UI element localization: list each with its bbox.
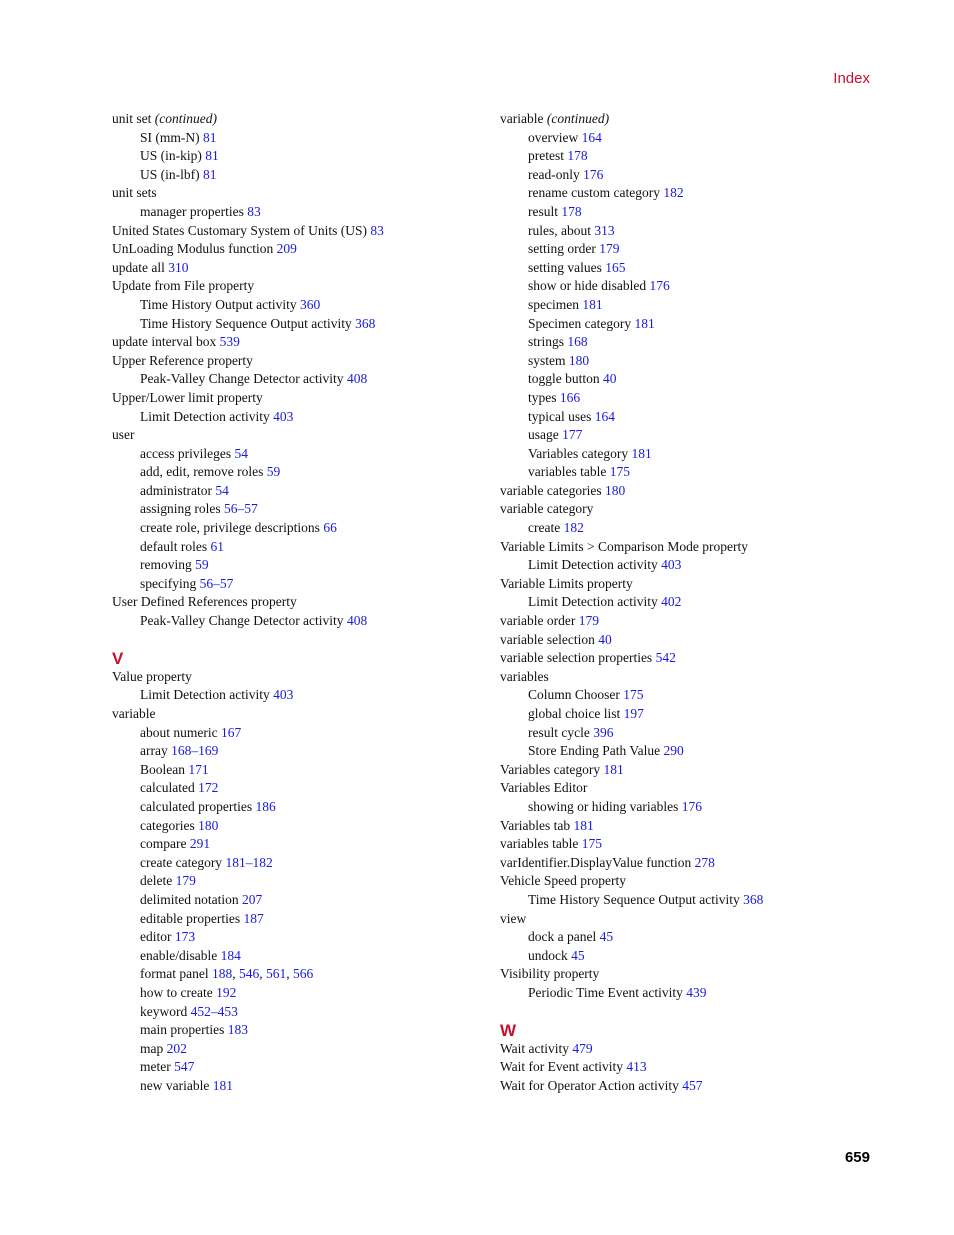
page-link[interactable]: 45 — [571, 947, 585, 963]
page-link[interactable]: 168–169 — [171, 743, 219, 759]
page-link[interactable]: 457 — [682, 1077, 703, 1093]
page-link[interactable]: 59 — [195, 557, 209, 573]
index-term: read-only — [528, 166, 580, 182]
index-subentry — [500, 928, 880, 947]
page-link[interactable]: 452–453 — [190, 1003, 238, 1019]
index-term: setting order — [528, 241, 596, 257]
index-subentry — [500, 333, 880, 352]
page-link[interactable]: 176 — [649, 278, 670, 294]
index-term: variable category — [500, 501, 594, 517]
index-term: undock — [528, 947, 568, 963]
index-term: access privileges — [140, 445, 232, 461]
page-link[interactable]: 310 — [168, 259, 189, 275]
index-subentry — [500, 184, 880, 203]
index-term: variables table — [500, 836, 579, 852]
index-term: Store Ending Path Value — [528, 743, 661, 759]
index-term: Wait for Event activity — [500, 1059, 623, 1075]
index-subentry — [500, 315, 880, 334]
index-entry — [500, 779, 880, 798]
index-term: Time History Output activity — [140, 296, 297, 312]
index-entry — [112, 277, 472, 296]
index-subentry — [500, 277, 880, 296]
page-link[interactable]: 368 — [743, 891, 764, 907]
page-link[interactable]: 313 — [594, 222, 615, 238]
page-link[interactable]: 207 — [241, 891, 263, 907]
page-link[interactable]: 360 — [300, 296, 321, 312]
page-link[interactable]: 177 — [562, 427, 583, 443]
page-link[interactable]: 413 — [626, 1059, 647, 1075]
index-subentry — [112, 500, 472, 519]
page-link[interactable]: 180 — [568, 352, 590, 368]
index-term: rules, about — [528, 222, 591, 238]
index-term: Variables category — [500, 761, 601, 777]
index-term: US (in-kip) — [140, 148, 202, 164]
index-entry — [112, 259, 472, 278]
index-term: manager properties — [140, 203, 244, 219]
index-term: US (in-lbf) — [140, 166, 200, 182]
index-term: Peak-Valley Change Detector activity — [140, 371, 344, 387]
index-subentry — [500, 203, 880, 222]
index-term: Value property — [112, 668, 192, 684]
index-entry — [112, 426, 472, 445]
index-subentry — [500, 166, 880, 185]
index-subentry — [500, 891, 880, 910]
index-subentry — [112, 445, 472, 464]
page-link[interactable]: 176 — [681, 798, 702, 814]
index-term: Wait activity — [500, 1040, 570, 1056]
page-link[interactable]: 40 — [603, 371, 617, 387]
index-subentry — [500, 705, 880, 724]
page-link[interactable]: 40 — [598, 631, 612, 647]
index-term: Visibility property — [500, 966, 600, 982]
page-link[interactable]: 181 — [573, 817, 594, 833]
index-subentry — [500, 296, 880, 315]
index-subentry — [500, 593, 880, 612]
index-subentry: format panel 188, 546, 561, 566 — [140, 966, 314, 982]
page-link[interactable]: 547 — [174, 1059, 195, 1075]
index-term: Limit Detection activity — [528, 594, 658, 610]
page-link[interactable]: 179 — [599, 241, 620, 257]
page-link[interactable]: 209 — [276, 241, 297, 257]
page-link[interactable]: 173 — [174, 929, 196, 945]
index-term: result — [528, 203, 558, 219]
index-term: United States Customary System of Units (US) — [112, 222, 367, 238]
page-link[interactable]: 180 — [604, 482, 626, 498]
index-term: variable — [500, 111, 544, 126]
index-subentry — [112, 1021, 472, 1040]
index-subentry — [112, 408, 472, 427]
page-link[interactable]: 402 — [661, 594, 682, 610]
page-link[interactable]: 187 — [243, 910, 264, 926]
index-column-right — [500, 110, 880, 1095]
section-letter: W — [500, 1020, 517, 1040]
index-entry — [112, 352, 472, 371]
index-subentry — [500, 370, 880, 389]
index-term: SI (mm-N) — [140, 129, 200, 145]
page-link[interactable]: 183 — [227, 1022, 248, 1038]
continued-label: (continued) — [546, 111, 610, 126]
index-term: array — [140, 743, 168, 759]
index-subentry — [112, 1003, 472, 1022]
index-term: create category — [140, 854, 223, 870]
index-entry — [112, 333, 472, 352]
index-subentry — [500, 408, 880, 427]
index-subentry — [500, 724, 880, 743]
index-entry — [500, 612, 880, 631]
index-entry — [500, 872, 880, 891]
page-link[interactable]: 561 — [265, 966, 287, 982]
index-term: default roles — [140, 538, 208, 554]
page-link[interactable]: 368 — [355, 315, 376, 331]
index-entry — [500, 538, 880, 557]
running-header: Index — [833, 70, 870, 87]
index-term: Variables tab — [500, 817, 571, 833]
page-link[interactable]: 175 — [581, 836, 602, 852]
index-term: Variables category — [528, 445, 629, 461]
index-term: global choice list — [528, 706, 621, 721]
index-term: format panel — [140, 966, 209, 982]
page-link[interactable]: 396 — [593, 724, 614, 740]
index-entry — [112, 240, 472, 259]
index-term: variables table — [528, 464, 607, 480]
index-subentry — [112, 724, 472, 743]
index-subentry — [112, 129, 472, 148]
index-term: delimited notation — [140, 891, 239, 907]
index-entry — [112, 389, 472, 408]
page-link[interactable]: 175 — [623, 687, 644, 703]
index-term: pretest — [528, 148, 564, 164]
index-subentry — [112, 315, 472, 334]
index-term: setting values — [528, 259, 602, 275]
index-term: keyword — [140, 1003, 188, 1019]
index-subentry — [500, 222, 880, 241]
page-number: 659 — [844, 1149, 870, 1166]
page-link[interactable]: 164 — [594, 408, 615, 424]
page-link[interactable]: 403 — [273, 408, 294, 424]
page-link[interactable]: 179 — [175, 873, 196, 889]
page-link[interactable]: 291 — [189, 836, 211, 852]
index-entry — [500, 1077, 880, 1096]
page-link[interactable]: 184 — [220, 947, 241, 963]
index-entry — [500, 649, 880, 668]
index-subentry — [112, 928, 472, 947]
index-term: User Defined References property — [112, 594, 297, 610]
index-term: rename custom category — [528, 185, 660, 201]
index-entry — [500, 500, 880, 519]
index-subentry — [112, 370, 472, 389]
index-term: update interval box — [112, 334, 217, 350]
index-term: new variable — [140, 1077, 210, 1093]
index-subentry — [112, 463, 472, 482]
index-subentry — [500, 463, 880, 482]
page-link[interactable]: 439 — [686, 984, 707, 1000]
index-subentry — [112, 835, 472, 854]
page-link[interactable]: 202 — [166, 1040, 187, 1056]
page-link[interactable]: 181 — [634, 315, 655, 331]
page-link[interactable]: 179 — [578, 613, 599, 629]
index-subentry — [112, 482, 472, 501]
index-subentry — [112, 296, 472, 315]
page-link[interactable]: 172 — [198, 780, 219, 796]
page-link[interactable]: 83 — [370, 222, 384, 238]
index-term: unit sets — [112, 185, 157, 201]
index-term: variable selection properties — [500, 650, 653, 666]
index-term: strings — [528, 334, 565, 350]
index-subentry — [112, 203, 472, 222]
index-term: unit set — [112, 111, 152, 126]
index-term: delete — [140, 873, 173, 889]
section-letter: V — [112, 648, 124, 668]
index-term: variable order — [500, 613, 576, 629]
page-link[interactable]: 171 — [188, 761, 209, 777]
index-subentry — [500, 445, 880, 464]
page-link[interactable]: 290 — [663, 743, 684, 759]
index-column-left — [112, 110, 472, 1095]
page-link[interactable]: 180 — [198, 817, 219, 833]
index-entry — [500, 854, 880, 873]
page-link[interactable]: 192 — [216, 984, 237, 1000]
index-term: create role, privilege descriptions — [140, 520, 320, 536]
page-link[interactable]: 81 — [203, 166, 217, 182]
index-term: removing — [140, 557, 192, 573]
index-term: add, edit, remove roles — [140, 464, 264, 480]
index-term: variables — [500, 668, 549, 684]
index-subentry — [112, 854, 472, 873]
index-subentry — [112, 817, 472, 836]
index-term: Variable Limits > Comparison Mode property — [500, 538, 748, 554]
page-link[interactable]: 45 — [599, 929, 614, 945]
index-subentry — [500, 686, 880, 705]
page-link[interactable]: 182 — [563, 520, 584, 536]
index-term: about numeric — [140, 724, 218, 740]
continued-label: (continued) — [154, 111, 217, 126]
index-subentry — [112, 798, 472, 817]
index-term: UnLoading Modulus function — [112, 241, 274, 257]
index-term: Boolean — [140, 761, 185, 777]
index-entry — [500, 631, 880, 650]
index-subentry — [500, 389, 880, 408]
index-term: Time History Sequence Output activity — [140, 315, 352, 331]
index-subentry — [112, 779, 472, 798]
page-link[interactable]: 181 — [212, 1077, 233, 1093]
index-subentry — [112, 519, 472, 538]
page-link[interactable]: 56–57 — [224, 501, 258, 517]
index-subentry — [112, 686, 472, 705]
index-term: Wait for Operator Action activity — [500, 1077, 679, 1093]
index-term: meter — [140, 1059, 171, 1075]
index-subentry — [112, 1040, 472, 1059]
page-link[interactable]: 546 — [238, 966, 260, 982]
index-term: usage — [528, 427, 559, 443]
index-term: assigning roles — [140, 501, 221, 517]
index-term: Limit Detection activity — [140, 408, 270, 424]
index-subentry — [112, 872, 472, 891]
index-term: compare — [140, 836, 187, 852]
page-link[interactable]: 165 — [605, 259, 626, 275]
index-subentry — [112, 984, 472, 1003]
index-term: Vehicle Speed property — [500, 873, 626, 889]
page-link[interactable]: 186 — [255, 798, 276, 814]
index-term: categories — [140, 817, 195, 833]
index-entry — [500, 910, 880, 929]
page-link[interactable]: 83 — [247, 203, 261, 219]
page-link[interactable]: 66 — [323, 520, 337, 536]
index-subentry — [500, 742, 880, 761]
index-subentry — [112, 947, 472, 966]
page-link[interactable]: 178 — [561, 203, 582, 219]
page-link[interactable]: 59 — [266, 464, 281, 480]
index-subentry — [500, 129, 880, 148]
index-entry — [500, 668, 880, 687]
index-subentry — [112, 538, 472, 557]
index-term: variable — [112, 706, 156, 721]
index-term: Variables Editor — [500, 780, 588, 796]
index-entry — [112, 668, 472, 687]
index-term: administrator — [140, 482, 212, 498]
index-term: user — [112, 427, 135, 443]
index-term: editable properties — [140, 910, 241, 926]
index-term: calculated properties — [140, 798, 253, 814]
index-term: calculated — [140, 780, 195, 796]
index-entry — [112, 222, 472, 241]
index-term: Specimen category — [528, 315, 632, 331]
index-term: types — [528, 389, 557, 405]
page-link[interactable]: 181–182 — [225, 854, 273, 870]
index-term: system — [528, 352, 566, 368]
page-link[interactable]: 167 — [220, 724, 242, 740]
index-subentry — [112, 891, 472, 910]
page-link[interactable]: 178 — [567, 148, 588, 164]
page-link[interactable]: 176 — [583, 166, 604, 182]
index-entry — [500, 482, 880, 501]
page-link[interactable]: 166 — [559, 389, 581, 405]
page-link[interactable]: 539 — [219, 334, 240, 350]
index-term: overview — [528, 129, 579, 145]
index-subentry — [112, 575, 472, 594]
index-term: variable categories — [500, 482, 602, 498]
index-subentry — [500, 147, 880, 166]
page-link[interactable]: 408 — [346, 371, 368, 387]
index-entry — [112, 110, 472, 129]
index-term: dock a panel — [528, 929, 597, 945]
page-link[interactable]: 54 — [234, 445, 248, 461]
page-link[interactable]: 175 — [609, 464, 630, 480]
index-term: typical uses — [528, 408, 592, 424]
page-link[interactable]: 56–57 — [199, 575, 234, 591]
index-subentry — [500, 426, 880, 445]
index-term: Periodic Time Event activity — [528, 984, 683, 1000]
index-term: Variable Limits property — [500, 575, 633, 591]
index-term: Time History Sequence Output activity — [528, 891, 740, 907]
index-term: variable selection — [500, 631, 595, 647]
index-term: map — [140, 1040, 164, 1056]
index-term: enable/disable — [140, 947, 218, 963]
index-entry — [500, 1040, 880, 1059]
index-term: Upper Reference property — [112, 352, 253, 368]
index-term: update all — [112, 259, 165, 275]
page-link[interactable]: 181 — [631, 445, 652, 461]
index-term: varIdentifier.DisplayValue function — [500, 854, 692, 870]
index-term: main properties — [140, 1022, 225, 1038]
index-subentry — [112, 556, 472, 575]
index-entry — [112, 184, 472, 203]
index-subentry — [500, 519, 880, 538]
index-subentry — [500, 352, 880, 371]
page-link[interactable]: 168 — [567, 334, 588, 350]
page-link[interactable]: 81 — [203, 129, 217, 145]
page-link[interactable]: 403 — [661, 557, 682, 573]
page-link[interactable]: 181 — [582, 296, 603, 312]
page-link[interactable]: 181 — [603, 761, 624, 777]
index-entry — [112, 593, 472, 612]
index-term: specimen — [528, 296, 579, 312]
index-term: view — [500, 910, 527, 926]
page-link[interactable]: 403 — [273, 687, 294, 703]
page-link[interactable]: 164 — [581, 129, 602, 145]
index-subentry — [112, 1058, 472, 1077]
index-subentry — [112, 147, 472, 166]
index-subentry — [500, 259, 880, 278]
index-term: toggle button — [528, 371, 600, 387]
index-subentry — [112, 1077, 472, 1096]
index-entry — [500, 965, 880, 984]
index-subentry — [112, 612, 472, 631]
index-subentry — [500, 556, 880, 575]
index-term: Column Chooser — [528, 687, 620, 703]
index-term: Update from File property — [112, 278, 255, 294]
index-entry — [112, 705, 472, 724]
page-link[interactable]: 182 — [663, 185, 684, 201]
index-term: specifying — [140, 575, 197, 591]
index-subentry — [112, 166, 472, 185]
page-link[interactable]: 542 — [655, 650, 676, 666]
index-subentry — [500, 984, 880, 1003]
page-link[interactable]: 54 — [215, 482, 229, 498]
page-link[interactable]: 566 — [292, 966, 314, 982]
page-link[interactable]: 479 — [572, 1040, 593, 1056]
index-term: show or hide disabled — [528, 278, 647, 294]
index-term: editor — [140, 929, 172, 945]
index-term: Limit Detection activity — [140, 687, 270, 703]
index-subentry — [112, 742, 472, 761]
index-term: Upper/Lower limit property — [112, 389, 263, 405]
index-subentry — [500, 947, 880, 966]
index-entry — [500, 110, 880, 129]
index-subentry — [500, 798, 880, 817]
page-link[interactable]: 197 — [623, 706, 644, 721]
index-term: how to create — [140, 984, 213, 1000]
page-link[interactable]: 188 — [211, 966, 233, 982]
index-entry — [500, 575, 880, 594]
page-link[interactable]: 408 — [346, 613, 368, 629]
page-link[interactable]: 61 — [210, 538, 224, 554]
index-entry — [500, 761, 880, 780]
index-term: create — [528, 520, 561, 536]
index-subentry — [500, 240, 880, 259]
index-subentry — [112, 910, 472, 929]
index-subentry — [112, 761, 472, 780]
page-link[interactable]: 81 — [205, 148, 219, 164]
index-entry — [500, 817, 880, 836]
index-term: Limit Detection activity — [528, 557, 658, 573]
page-link[interactable]: 278 — [694, 854, 715, 870]
index-entry — [500, 835, 880, 854]
index-term: Peak-Valley Change Detector activity — [140, 613, 344, 629]
index-term: showing or hiding variables — [528, 798, 679, 814]
index-entry — [500, 1058, 880, 1077]
index-term: result cycle — [528, 724, 590, 740]
